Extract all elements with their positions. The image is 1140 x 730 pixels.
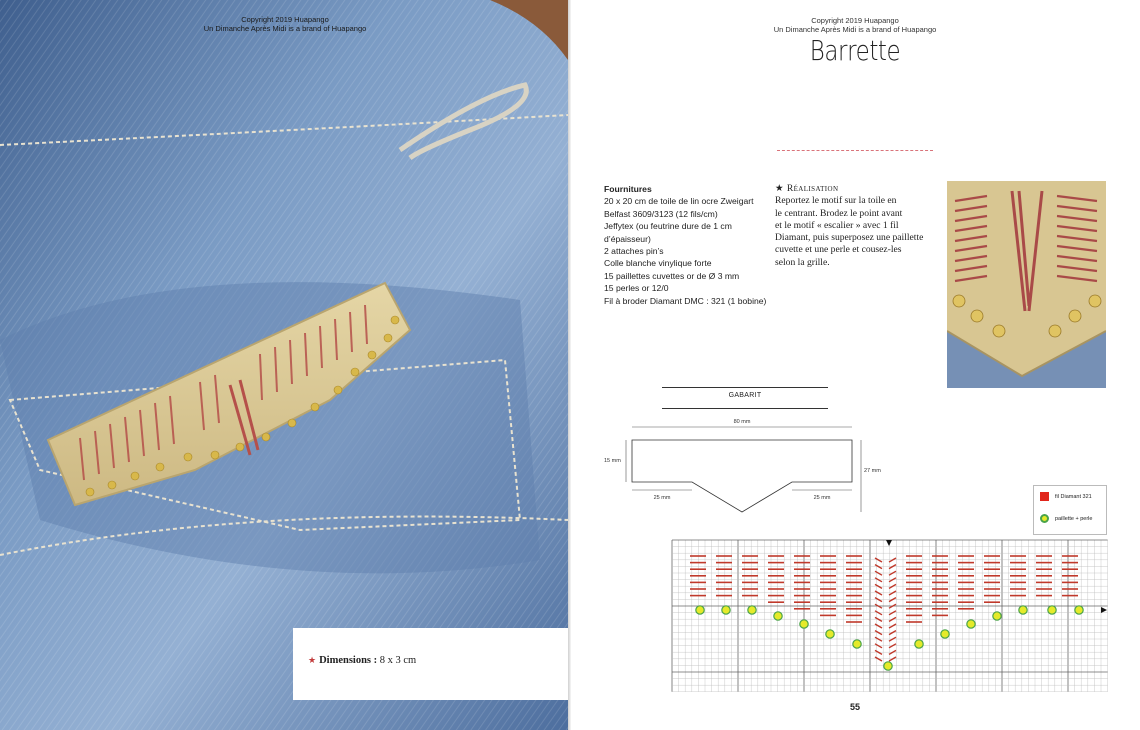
legend-thread-row (1040, 492, 1092, 501)
realisation-line: le centrant. Brodez le point avant (775, 207, 903, 219)
legend-thread-label: fil Diamant 321 (1055, 493, 1092, 500)
supplies-section (604, 183, 769, 307)
realisation-line: Diamant, puis superposez une paillette (775, 232, 924, 244)
bead-mark (853, 640, 861, 648)
brooch-closeup-illustration (947, 181, 1106, 388)
chevron-stitch (889, 584, 896, 588)
chart-legend (1033, 485, 1107, 535)
star-icon: ★ (775, 183, 787, 194)
bead-mark (696, 606, 704, 614)
detail-photo (947, 181, 1106, 388)
stitch-grid (670, 536, 1110, 692)
chevron-stitch (875, 584, 882, 588)
chevron-stitch (889, 617, 896, 621)
left-height-label: 15 mm (604, 458, 621, 464)
denim-brooch-illustration (0, 0, 568, 730)
bead-mark (915, 640, 923, 648)
bead-mark (1075, 606, 1083, 614)
gabarit-label: GABARIT (728, 392, 762, 399)
chevron-stitch (875, 571, 882, 575)
list-item: 15 paillettes cuvettes or de Ø 3 mm (604, 270, 740, 281)
legend-bead-label: paillette + perle (1055, 515, 1093, 522)
dimensions-label: Dimensions : (319, 655, 378, 666)
bead-mark (941, 630, 949, 638)
realisation-line: cuvette et une perle et cousez-les (775, 244, 902, 256)
list-item: 20 x 20 cm de toile de lin ocre Zweigart (604, 196, 754, 207)
bead-mark (800, 620, 808, 628)
width-label: 80 mm (733, 419, 751, 425)
copyright-left (200, 15, 370, 33)
chevron-stitch (889, 637, 896, 641)
copyright-line1: Copyright 2019 Huapango (241, 15, 329, 24)
bead-mark (826, 630, 834, 638)
realisation-line: Reportez le motif sur la toile en (775, 195, 897, 207)
realisation-section (775, 183, 945, 269)
chevron-stitch (875, 637, 882, 641)
right-segment-label: 25 mm (813, 495, 831, 501)
page-title: Barrette (809, 34, 901, 67)
star-icon: ★ (308, 655, 317, 665)
list-item: Colle blanche vinylique forte (604, 258, 712, 269)
copyright-right (770, 16, 940, 34)
bead-mark (884, 662, 892, 670)
denim-photo (0, 0, 568, 730)
dimensions-box (293, 628, 568, 700)
thread-swatch-icon (1040, 492, 1049, 501)
bead-mark (774, 612, 782, 620)
realisation-heading (775, 183, 945, 195)
chevron-stitch (875, 617, 882, 621)
list-item: Fil à broder Diamant DMC : 321 (1 bobine) (604, 295, 767, 306)
row-arrow-icon (1101, 607, 1107, 613)
right-height-label: 27 mm (864, 468, 881, 474)
dashed-divider (777, 150, 933, 151)
dimensions-text (308, 655, 416, 666)
list-item: Jeffytex (ou feutrine dure de 1 cm (604, 221, 732, 232)
left-segment-label: 25 mm (653, 495, 671, 501)
bead-mark (967, 620, 975, 628)
supplies-heading: Fournitures (604, 184, 652, 194)
realisation-line: selon la grille. (775, 256, 830, 268)
supplies-list (604, 195, 769, 307)
copyright-line2: Un Dimanche Après Midi is a brand of Huapango (203, 24, 367, 33)
list-item: d’épaisseur) (604, 233, 651, 244)
list-item: Belfast 3609/3123 (12 fils/cm) (604, 208, 718, 219)
bead-mark (1019, 606, 1027, 614)
center-arrow-icon (886, 540, 892, 546)
bead-mark (722, 606, 730, 614)
bead-mark (1048, 606, 1056, 614)
copyright-line1: Copyright 2019 Huapango (811, 16, 899, 25)
page-number: 55 (849, 702, 860, 712)
page-gutter (568, 0, 571, 730)
template-outline (632, 440, 852, 512)
chevron-stitch (889, 650, 896, 654)
template-drawing (596, 410, 896, 516)
dimensions-value: 8 x 3 cm (379, 655, 417, 666)
list-item: 2 attaches pin’s (604, 246, 664, 257)
bead-mark (993, 612, 1001, 620)
bead-swatch-icon (1040, 514, 1049, 523)
list-item: 15 perles or 12/0 (604, 283, 669, 294)
chevron-stitch (889, 571, 896, 575)
chevron-stitch (875, 558, 882, 562)
chevron-stitch (875, 650, 882, 654)
bead-mark (748, 606, 756, 614)
chevron-stitch (889, 558, 896, 562)
legend-bead-row (1040, 514, 1092, 523)
realisation-heading-text: Réalisation (786, 183, 839, 194)
realisation-line: et le motif « escalier » avec 1 fil (775, 219, 899, 231)
copyright-line2: Un Dimanche Après Midi is a brand of Huapango (773, 25, 937, 34)
